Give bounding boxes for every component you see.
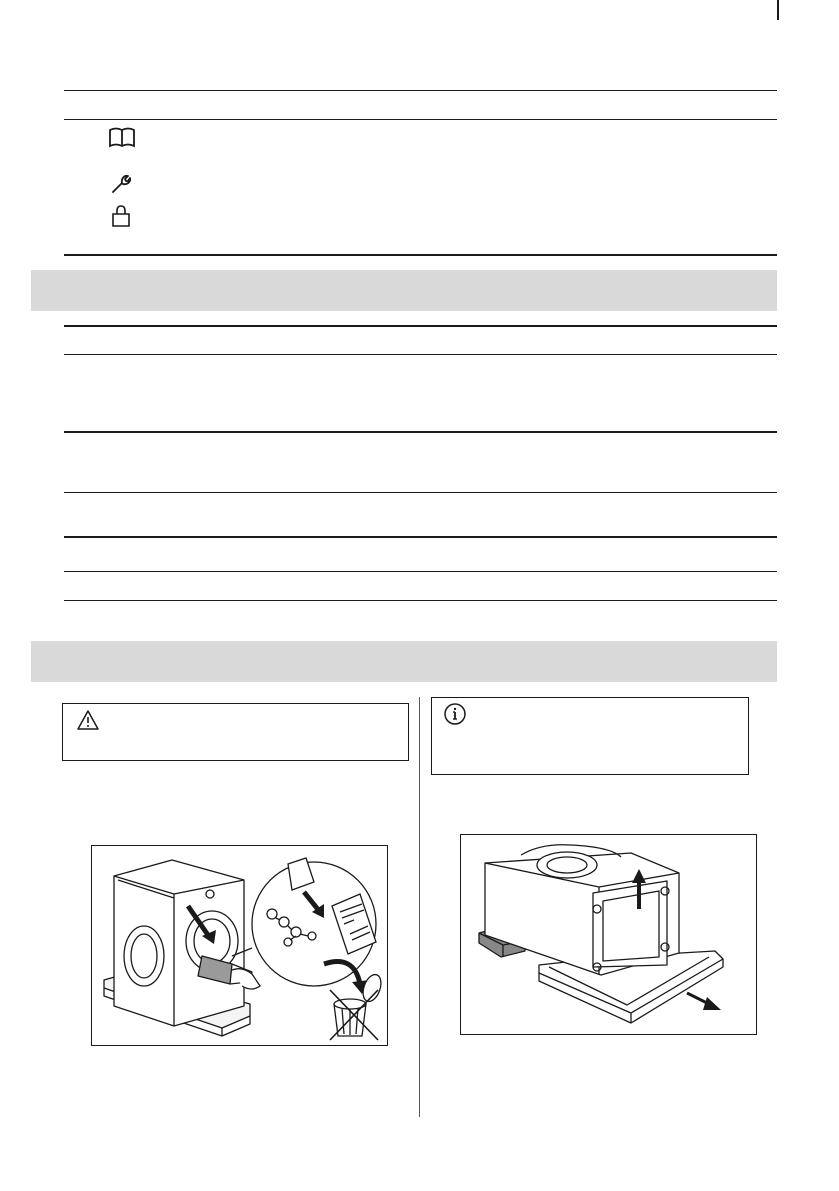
rule-icons-bottom — [64, 254, 777, 256]
rule-icons-top — [64, 119, 777, 120]
page-edge-mark — [777, 0, 779, 20]
info-box — [431, 697, 749, 775]
unpacking-illustration — [91, 845, 388, 1046]
table-rule-6 — [64, 571, 777, 572]
section-header-band-2 — [31, 641, 777, 682]
table-rule-5 — [64, 536, 777, 538]
section-header-band-1 — [31, 270, 777, 311]
rule-top — [64, 90, 777, 91]
pallet-removal-illustration — [460, 834, 757, 1035]
table-rule-2 — [64, 354, 777, 355]
table-rule-7 — [64, 600, 777, 601]
info-circle-icon — [443, 702, 467, 726]
table-rule-4 — [64, 492, 777, 493]
warning-box — [62, 703, 409, 761]
column-separator — [419, 697, 420, 1117]
table-rule-3 — [64, 431, 777, 433]
table-rule-1 — [64, 325, 777, 327]
warning-triangle-icon — [76, 709, 100, 731]
book-icon — [108, 127, 136, 149]
shopping-bag-icon — [110, 204, 132, 228]
wrench-icon — [110, 173, 132, 195]
